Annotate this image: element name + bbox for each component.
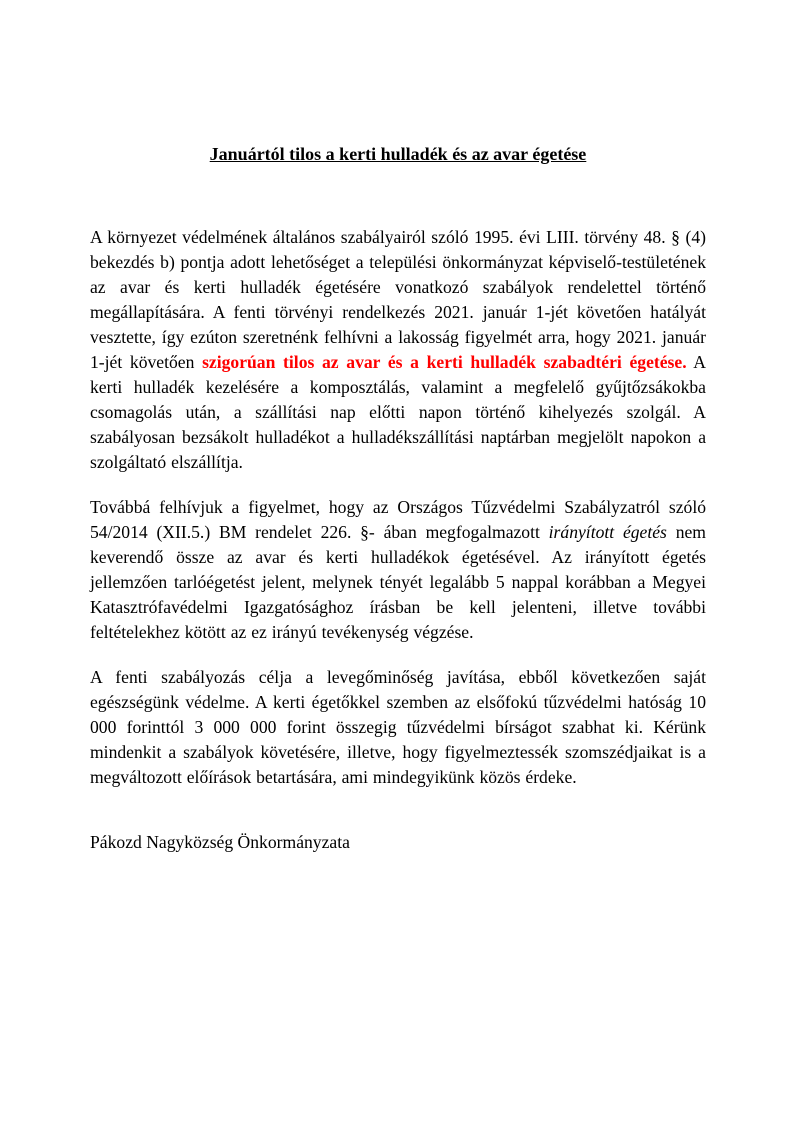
paragraph-text: A fenti szabályozás célja a levegőminőség javítása, ebből következően saját egészségünk védelme. A kerti égetőkkel szemben az elsőfokú tűzvédelmi hatóság 10 000 forinttól 3 000 000 forint összegig tűzvédelmi bírságot szabhat ki. Kérünk mindenkit a szabályok követésére, illetve, hogy figyelmeztessék szomszédjaikat is a megváltozott előírások betartására, ami mindegyikünk közös érdeke.: [90, 667, 706, 787]
signature: Pákozd Nagyközség Önkormányzata: [90, 832, 350, 852]
paragraph-law-reference: [90, 225, 706, 475]
paragraph-text: Továbbá felhívjuk a figyelmet, hogy az Országos Tűzvédelmi Szabályzatról szóló 54/2014 (XII.5.) BM rendelet 226. §- ában megfogalmazott: [90, 497, 706, 542]
paragraph-fire-regulation: [90, 495, 706, 645]
document-title: Januártól tilos a kerti hulladék és az avar égetése: [209, 144, 587, 164]
controlled-burning-term: irányított égetés: [548, 522, 667, 542]
paragraph-text: nem keverendő össze az avar és kerti hulladékok égetésével. Az irányított égetés jellemzően tarlóégetést jelent, melynek tényét legalább 5 nappal korábban a Megyei Katasztrófavédelmi Igazgatósághoz írásban be kell jelenteni, illetve további feltételekhez kötött az ez irányú tevékenység végzése.: [90, 522, 706, 642]
document-content: [90, 142, 706, 855]
paragraph-text: A kerti hulladék kezelésére a komposztálás, valamint a megfelelő gyűjtőzsákokba csomagolás után, a szállítási nap előtti napon történő kihelyezés szolgál. A szabályosan bezsákolt hulladékot a hulladékszállítási naptárban megjelölt napokon a szolgáltató elszállítja.: [90, 352, 707, 472]
paragraph-penalties: [90, 665, 706, 790]
prohibition-emphasis-text: szigorúan tilos az avar és a kerti hulladék szabadtéri égetése.: [202, 352, 687, 372]
paragraph-text: A környezet védelmének általános szabályairól szóló 1995. évi LIII. törvény 48. § (4) bekezdés b) pontja adott lehetőséget a települési önkormányzat képviselő-testületének az avar és kerti hulladék égetésére vonatkozó szabályok rendelettel történő megállapítására. A fenti törvényi rendelkezés 2021. január 1-jét követően hatályát vesztette, így ezúton szeretnénk felhívni a lakosság figyelmét arra, hogy 2021. január 1-jét követően: [90, 227, 706, 372]
